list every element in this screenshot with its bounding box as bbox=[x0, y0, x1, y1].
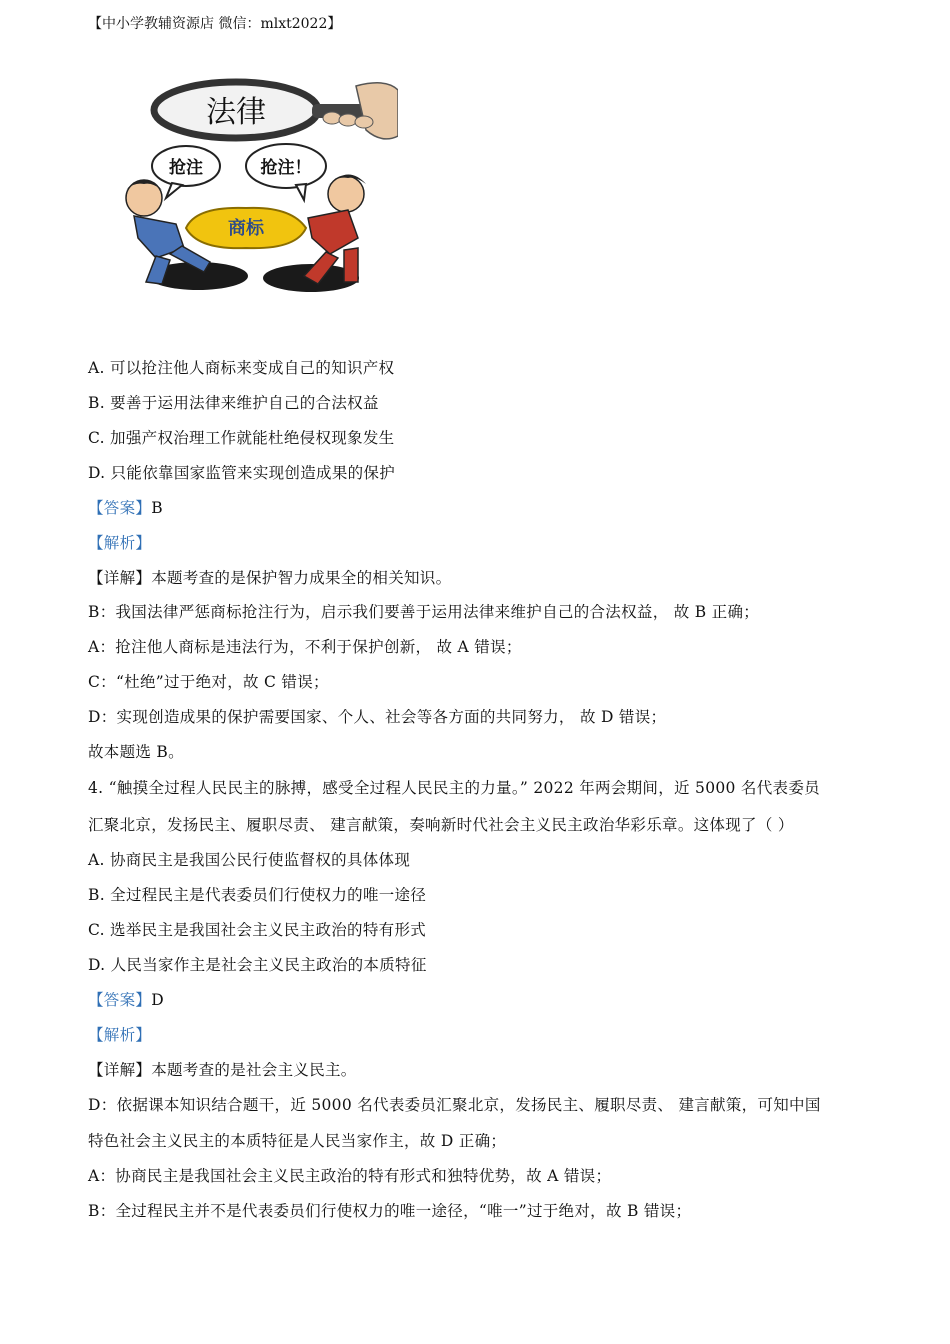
q4-detail-line: 【详解】本题考查的是社会主义民主。 bbox=[88, 1061, 357, 1079]
q3-option-c: C. 加强产权治理工作就能杜绝侵权现象发生 bbox=[88, 429, 395, 447]
q4-answer-tag: 【答案】 bbox=[88, 991, 152, 1009]
q3-detail-line: C：“杜绝”过于绝对，故 C 错误； bbox=[88, 673, 329, 691]
q4-option-b: B. 全过程民主是代表委员们行使权力的唯一途径 bbox=[88, 886, 427, 904]
q3-option-a: A. 可以抢注他人商标来变成自己的知识产权 bbox=[88, 359, 395, 377]
page-header: 【中小学教辅资源店 微信：mlxt2022】 bbox=[88, 16, 342, 32]
q3-analysis-tag: 【解析】 bbox=[88, 534, 152, 552]
q4-stem-line2: 汇聚北京，发扬民主、履职尽责、 建言献策，奏响新时代社会主义民主政治华彩乐章。这体现了（ ） bbox=[88, 816, 794, 834]
q3-detail-line: A：抢注他人商标是违法行为，不利于保护创新， 故 A 错误； bbox=[88, 638, 522, 656]
q3-detail-line: D：实现创造成果的保护需要国家、个人、社会等各方面的共同努力， 故 D 错误； bbox=[88, 708, 667, 726]
q3-option-b: B. 要善于运用法律来维护自己的合法权益 bbox=[88, 394, 379, 412]
q4-option-c: C. 选举民主是我国社会主义民主政治的特有形式 bbox=[88, 921, 427, 939]
q3-answer-tag: 【答案】 bbox=[88, 499, 152, 517]
q4-option-d: D. 人民当家作主是社会主义民主政治的本质特征 bbox=[88, 956, 427, 974]
q3-answer bbox=[88, 496, 163, 518]
q4-answer bbox=[88, 988, 164, 1010]
q4-detail-line: 特色社会主义民主的本质特征是人民当家作主，故 D 正确； bbox=[88, 1132, 507, 1150]
q4-answer-value: D bbox=[151, 991, 164, 1009]
trademark-cartoon-image bbox=[86, 78, 398, 296]
q3-answer-value: B bbox=[151, 499, 163, 517]
q4-option-a: A. 协商民主是我国公民行使监督权的具体体现 bbox=[88, 851, 411, 869]
bubble-left-label: 抢注 bbox=[169, 158, 203, 178]
q3-option-d: D. 只能依靠国家监管来实现创造成果的保护 bbox=[88, 464, 396, 482]
bag-label: 商标 bbox=[228, 218, 264, 239]
q4-detail-line: D：依据课本知识结合题干，近 5000 名代表委员汇聚北京，发扬民主、履职尽责、 建言献策，可知中国 bbox=[88, 1096, 821, 1114]
bubble-right-label: 抢注！ bbox=[260, 158, 312, 178]
q3-detail-line: 故本题选 B。 bbox=[88, 743, 184, 761]
q4-analysis-tag: 【解析】 bbox=[88, 1026, 152, 1044]
q4-stem-line1: 4. “触摸全过程人民民主的脉搏，感受全过程人民民主的力量。” 2022 年两会期间，近 5000 名代表委员 bbox=[88, 779, 820, 797]
q3-detail-line: 【详解】本题考查的是保护智力成果全的相关知识。 bbox=[88, 569, 452, 587]
q4-detail-line: A：协商民主是我国社会主义民主政治的特有形式和独特优势，故 A 错误； bbox=[88, 1167, 612, 1185]
q4-detail-line: B：全过程民主并不是代表委员们行使权力的唯一途径，“唯一”过于绝对，故 B 错误； bbox=[88, 1202, 692, 1220]
magnifier-label: 法律 bbox=[206, 95, 266, 130]
q3-detail-line: B：我国法律严惩商标抢注行为，启示我们要善于运用法律来维护自己的合法权益， 故 B 正确； bbox=[88, 603, 760, 621]
